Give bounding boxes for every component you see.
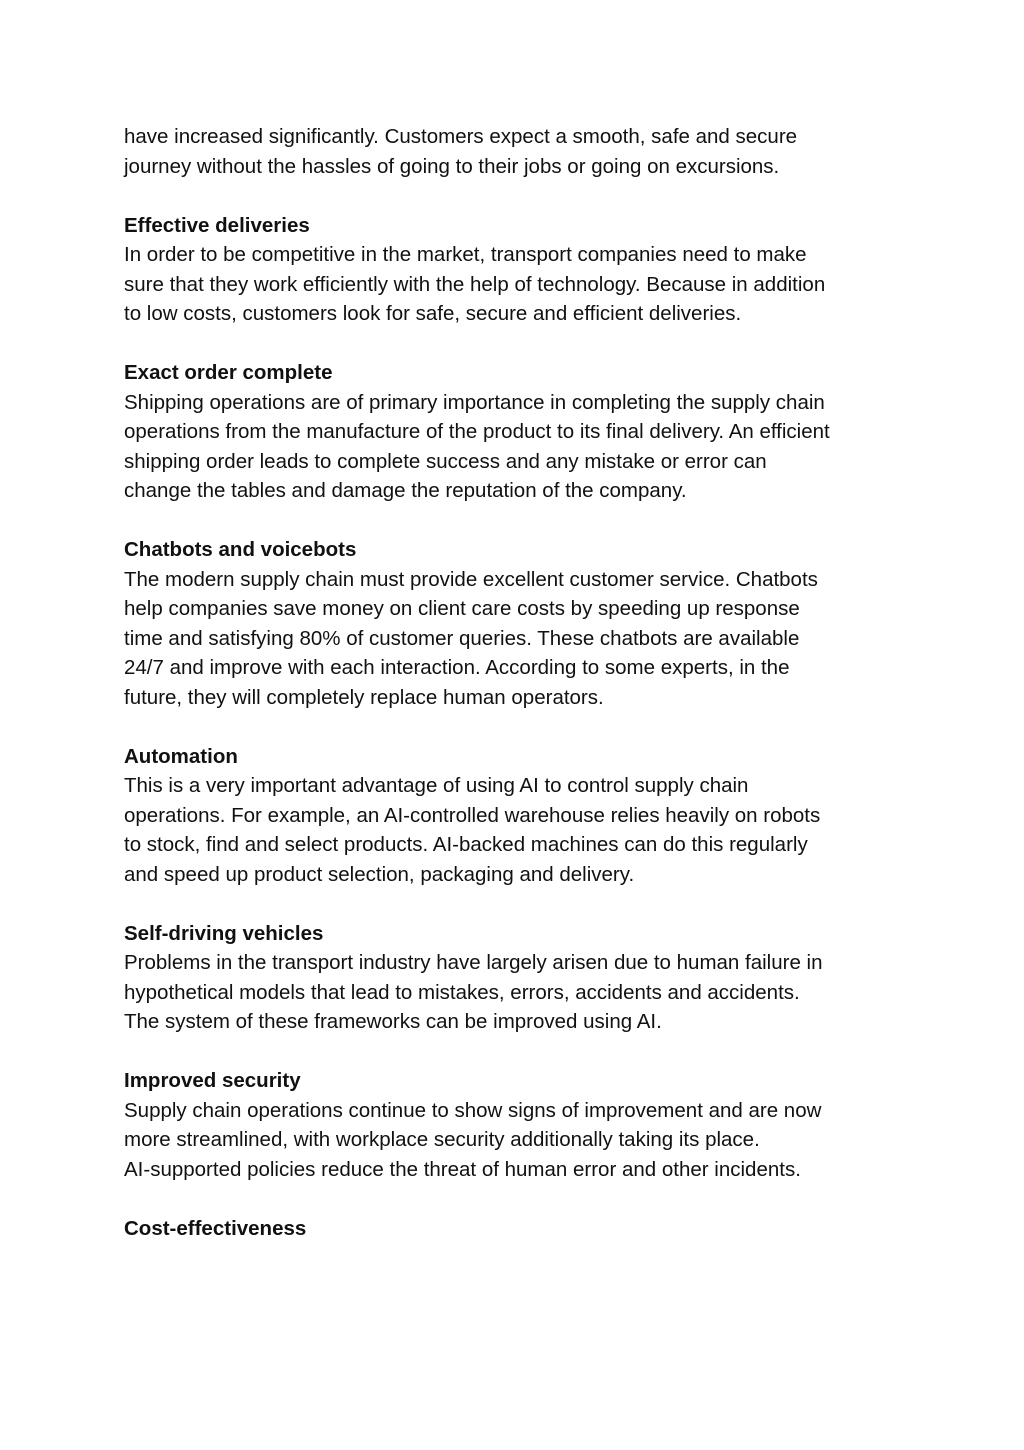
paragraph-line: In order to be competitive in the market, transport companies need to make xyxy=(124,243,807,266)
section-heading: Effective deliveries xyxy=(124,213,310,237)
paragraph-line: future, they will completely replace human operators. xyxy=(124,685,604,709)
paragraph-line: AI-supported policies reduce the threat of human error and other incidents. xyxy=(124,1157,801,1181)
paragraph-line: to stock, find and select products. AI-backed machines can do this regularly xyxy=(124,833,808,856)
section-heading: Improved security xyxy=(124,1069,301,1092)
paragraph-line: The system of these frameworks can be improved using AI. xyxy=(124,1010,662,1033)
paragraph-line: Shipping operations are of primary importance in completing the supply chain xyxy=(124,390,825,414)
paragraph-line: The modern supply chain must provide excellent customer service. Chatbots xyxy=(124,567,818,591)
section-heading: Automation xyxy=(124,744,238,768)
paragraph-line: to low costs, customers look for safe, secure and efficient deliveries. xyxy=(124,302,742,325)
paragraph-line: Supply chain operations continue to show signs of improvement and are now xyxy=(124,1098,822,1122)
section-heading: Self-driving vehicles xyxy=(124,921,324,945)
section-automation xyxy=(124,742,904,890)
paragraph-line: help companies save money on client care costs by speeding up response xyxy=(124,597,800,620)
paragraph-line: journey without the hassles of going to their jobs or going on excursions. xyxy=(124,154,780,178)
paragraph-line: Problems in the transport industry have largely arisen due to human failure in xyxy=(124,951,823,974)
paragraph-line: This is a very important advantage of using AI to control supply chain xyxy=(124,774,749,797)
document-page xyxy=(124,122,904,1273)
section-heading: Cost-effectiveness xyxy=(124,1216,307,1240)
paragraph-line: change the tables and damage the reputation of the company. xyxy=(124,479,687,502)
section-cost-effectiveness xyxy=(124,1214,904,1244)
intro-paragraph xyxy=(124,122,904,181)
paragraph-line: have increased significantly. Customers expect a smooth, safe and secure xyxy=(124,125,798,148)
section-effective-deliveries xyxy=(124,211,904,329)
section-improved-security xyxy=(124,1066,904,1184)
paragraph-line: and speed up product selection, packaging and delivery. xyxy=(124,862,635,886)
paragraph-line: shipping order leads to complete success and any mistake or error can xyxy=(124,449,767,473)
paragraph-line: 24/7 and improve with each interaction. According to some experts, in the xyxy=(124,656,790,679)
section-self-driving-vehicles xyxy=(124,919,904,1037)
paragraph-line: operations. For example, an AI-controlled warehouse relies heavily on robots xyxy=(124,803,821,827)
section-chatbots-and-voicebots xyxy=(124,535,904,712)
section-heading: Exact order complete xyxy=(124,361,333,384)
paragraph-line: operations from the manufacture of the product to its final delivery. An efficient xyxy=(124,420,830,443)
paragraph-line: hypothetical models that lead to mistakes, errors, accidents and accidents. xyxy=(124,980,800,1004)
section-exact-order-complete xyxy=(124,358,904,506)
paragraph-line: time and satisfying 80% of customer queries. These chatbots are available xyxy=(124,626,800,650)
paragraph-line: sure that they work efficiently with the help of technology. Because in addition xyxy=(124,272,826,296)
section-heading: Chatbots and voicebots xyxy=(124,538,357,561)
paragraph-line: more streamlined, with workplace security additionally taking its place. xyxy=(124,1128,760,1151)
